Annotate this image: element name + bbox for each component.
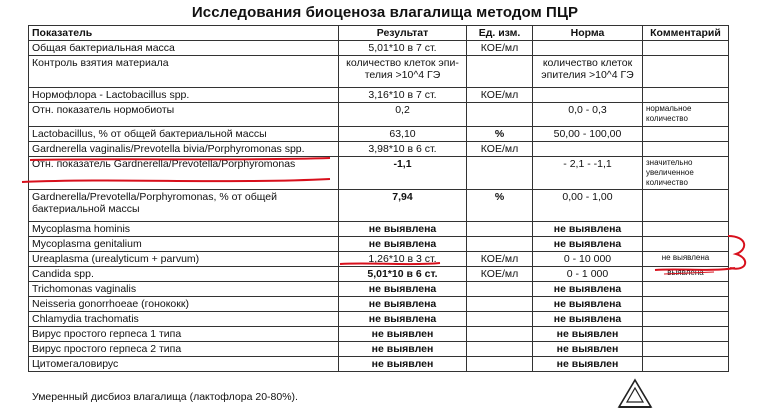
table-row <box>29 142 729 157</box>
row-comment <box>643 127 729 142</box>
row-comment <box>643 222 729 237</box>
column-header-comment: Комментарий <box>643 26 729 41</box>
row-name: Gardnerella vaginalis/Prevotella bivia/Porphyromonas spp. <box>29 142 339 157</box>
row-comment <box>643 142 729 157</box>
row-result: 3,16*10 в 7 ст. <box>339 88 467 103</box>
row-unit <box>467 357 533 372</box>
pcr-results-table <box>28 25 729 372</box>
row-unit: % <box>467 190 533 222</box>
table-row <box>29 56 729 88</box>
row-name: Нормофлора - Lactobacillus spp. <box>29 88 339 103</box>
row-name: Вирус простого герпеса 1 типа <box>29 327 339 342</box>
row-result: не выявлена <box>339 297 467 312</box>
row-unit <box>467 56 533 88</box>
row-result: не выявлена <box>339 312 467 327</box>
row-unit <box>467 282 533 297</box>
row-name: Цитомегаловирус <box>29 357 339 372</box>
row-norm: не выявлен <box>533 342 643 357</box>
row-unit: КОЕ/мл <box>467 267 533 282</box>
row-comment: выявлена <box>643 267 729 282</box>
row-name: Neisseria gonorrhoeae (гонококк) <box>29 297 339 312</box>
table-row <box>29 357 729 372</box>
row-comment <box>643 282 729 297</box>
row-comment <box>643 357 729 372</box>
row-unit <box>467 342 533 357</box>
row-norm <box>533 142 643 157</box>
row-unit <box>467 312 533 327</box>
row-unit <box>467 222 533 237</box>
row-comment <box>643 297 729 312</box>
row-result: 5,01*10 в 7 ст. <box>339 41 467 56</box>
row-unit: КОЕ/мл <box>467 142 533 157</box>
table-row <box>29 222 729 237</box>
row-name: Вирус простого герпеса 2 типа <box>29 342 339 357</box>
row-norm: 0,0 - 0,3 <box>533 103 643 127</box>
row-unit <box>467 327 533 342</box>
row-result: 5,01*10 в 6 ст. <box>339 267 467 282</box>
row-result: 3,98*10 в 6 ст. <box>339 142 467 157</box>
table-row <box>29 127 729 142</box>
row-norm <box>533 88 643 103</box>
row-result: не выявлен <box>339 327 467 342</box>
row-norm: не выявлена <box>533 297 643 312</box>
row-norm: 0 - 10 000 <box>533 252 643 267</box>
row-name: Lactobacillus, % от общей бактериальной массы <box>29 127 339 142</box>
table-row <box>29 267 729 282</box>
row-name: Контроль взятия материала <box>29 56 339 88</box>
row-result: не выявлена <box>339 222 467 237</box>
row-result: 1,26*10 в 3 ст. <box>339 252 467 267</box>
row-norm: 50,00 - 100,00 <box>533 127 643 142</box>
table-row <box>29 237 729 252</box>
row-unit <box>467 237 533 252</box>
row-unit <box>467 297 533 312</box>
table-row <box>29 88 729 103</box>
table-row <box>29 103 729 127</box>
row-result: количество клеток эпи-телия >10^4 ГЭ <box>339 56 467 88</box>
table-row <box>29 190 729 222</box>
column-header-unit: Ед. изм. <box>467 26 533 41</box>
table-row <box>29 342 729 357</box>
table-header-row <box>29 26 729 41</box>
column-header-norm: Норма <box>533 26 643 41</box>
row-name: Candida spp. <box>29 267 339 282</box>
row-name: Отн. показатель Gardnerella/Prevotella/Porphyromonas <box>29 157 339 190</box>
row-norm: количество клеток эпителия >10^4 ГЭ <box>533 56 643 88</box>
row-unit <box>467 157 533 190</box>
bracket-mark <box>728 236 745 269</box>
row-name: Gardnerella/Prevotella/Porphyromonas, % от общей бактериальной массы <box>29 190 339 222</box>
row-result: не выявлен <box>339 342 467 357</box>
stamp-logo-icon <box>617 378 653 409</box>
row-comment: не выявлена <box>643 252 729 267</box>
table-row <box>29 282 729 297</box>
row-norm: не выявлен <box>533 327 643 342</box>
conclusion-text: Умеренный дисбиоз влагалища (лактофлора 20-80%). <box>32 391 298 403</box>
row-unit: КОЕ/мл <box>467 88 533 103</box>
row-name: Trichomonas vaginalis <box>29 282 339 297</box>
row-norm: не выявлена <box>533 237 643 252</box>
row-comment <box>643 41 729 56</box>
row-name: Ureaplasma (urealyticum + parvum) <box>29 252 339 267</box>
row-norm: 0 - 1 000 <box>533 267 643 282</box>
row-comment <box>643 312 729 327</box>
row-name: Отн. показатель нормобиоты <box>29 103 339 127</box>
report-title: Исследования биоценоза влагалища методом ПЦР <box>191 4 579 21</box>
table-row <box>29 252 729 267</box>
row-comment <box>643 88 729 103</box>
row-result: -1,1 <box>339 157 467 190</box>
row-comment <box>643 237 729 252</box>
row-unit: КОЕ/мл <box>467 252 533 267</box>
row-norm <box>533 41 643 56</box>
table-row <box>29 41 729 56</box>
column-header-indicator: Показатель <box>29 26 339 41</box>
table-row <box>29 157 729 190</box>
row-name: Общая бактериальная масса <box>29 41 339 56</box>
row-name: Mycoplasma genitalium <box>29 237 339 252</box>
row-result: 7,94 <box>339 190 467 222</box>
row-result: 0,2 <box>339 103 467 127</box>
row-result: не выявлена <box>339 282 467 297</box>
row-unit: % <box>467 127 533 142</box>
row-norm: не выявлена <box>533 282 643 297</box>
row-result: не выявлен <box>339 357 467 372</box>
row-norm: не выявлена <box>533 312 643 327</box>
row-norm: не выявлена <box>533 222 643 237</box>
table-row <box>29 297 729 312</box>
row-name: Mycoplasma hominis <box>29 222 339 237</box>
row-comment <box>643 342 729 357</box>
column-header-result: Результат <box>339 26 467 41</box>
row-norm: - 2,1 - -1,1 <box>533 157 643 190</box>
row-name: Chlamydia trachomatis <box>29 312 339 327</box>
row-comment <box>643 190 729 222</box>
row-result: не выявлена <box>339 237 467 252</box>
row-norm: 0,00 - 1,00 <box>533 190 643 222</box>
row-unit <box>467 103 533 127</box>
row-comment <box>643 327 729 342</box>
row-comment: значительно увеличенное количество <box>643 157 729 190</box>
row-result: 63,10 <box>339 127 467 142</box>
row-norm: не выявлен <box>533 357 643 372</box>
table-row <box>29 312 729 327</box>
row-unit: КОЕ/мл <box>467 41 533 56</box>
row-comment <box>643 56 729 88</box>
table-row <box>29 327 729 342</box>
row-comment: нормальное количество <box>643 103 729 127</box>
